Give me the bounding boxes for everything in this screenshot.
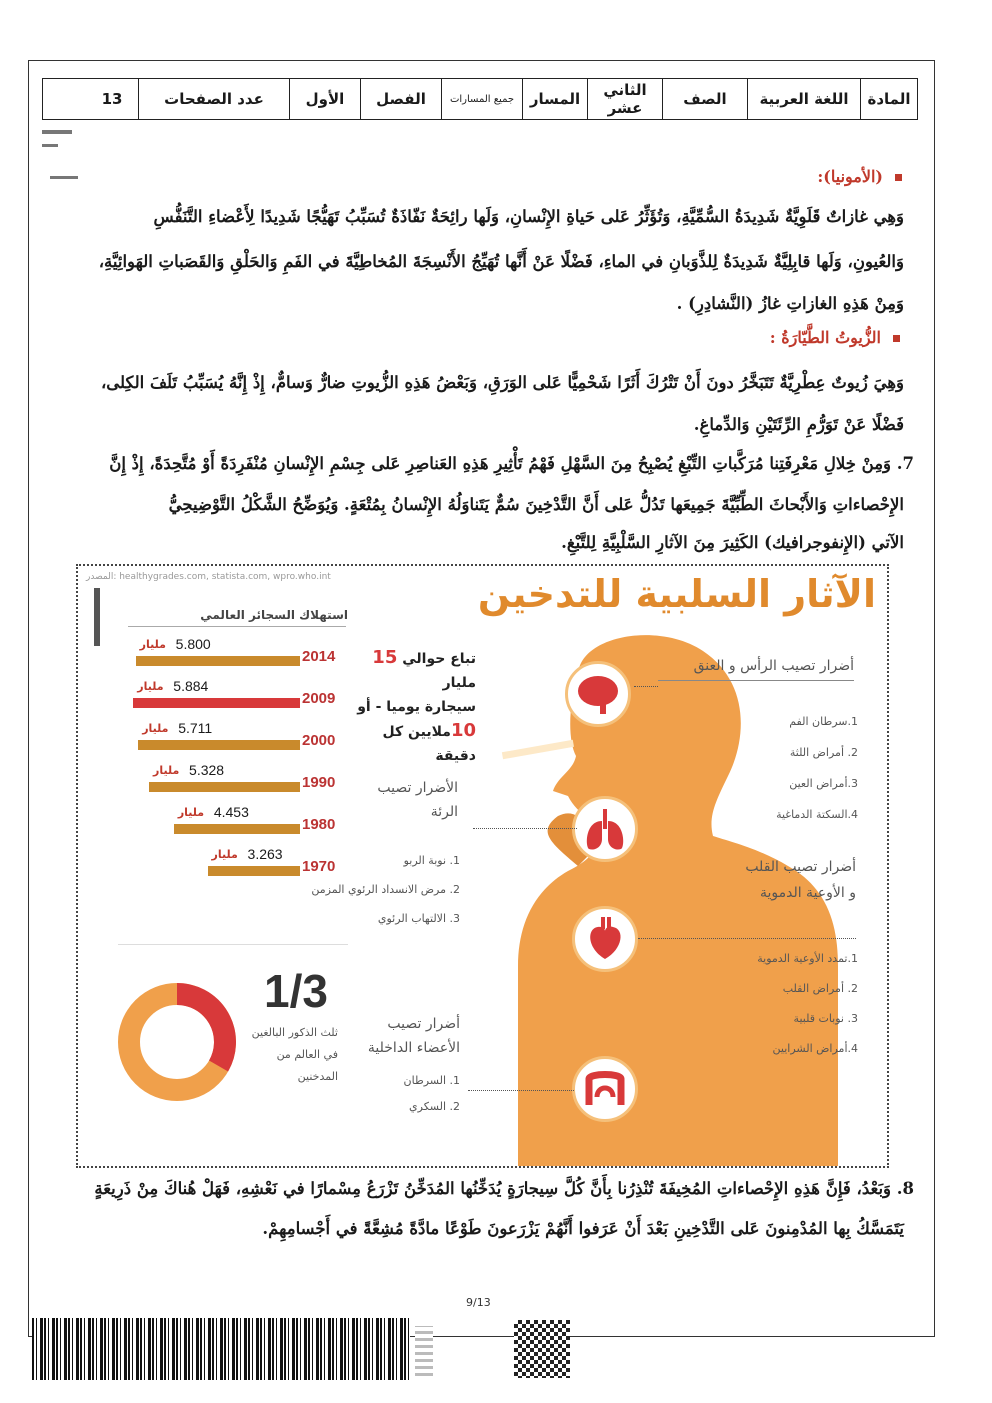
heart-harm-title: أضرار تصيب القلب و الأوعية الدموية [745, 859, 856, 901]
ammonia-heading: (الأمونيا): [817, 167, 902, 186]
header-cell: الصف [662, 79, 747, 119]
q7-line-2: الإِحْصاءاتِ وَالأَبْحاثَ الطِّبِّيَّةَ جَمِيعَها تَدُلُّ عَلى أَنَّ التَّدْخِينَ سُمٌّ يَتَناوَلُهُ الإِنْسانُ بِمُتْعَةٍ. وَيُوَضِّحُ الشَّكْلُ التَّوْضِيحِيُّ [168, 495, 904, 514]
header-cell: الأول [289, 79, 360, 119]
heart-pointer [638, 938, 856, 939]
consumption-title: استهلاك السجائر العالمي [200, 608, 348, 622]
internal-harm-list [348, 1068, 460, 1120]
bar-value-label: 3.263 [247, 846, 283, 862]
smokers-donut-chart [118, 974, 236, 1110]
internal-harm-title: أضرار تصيب الأعضاء الداخلية [367, 1016, 460, 1056]
bar-2009 [133, 698, 300, 708]
qr-code [514, 1320, 570, 1378]
source-note: المصدر: healthygrades.com, statista.com, wpro.who.int [86, 572, 331, 582]
header-cell: المسار [522, 79, 587, 119]
bar-value-label: 5.800 [175, 636, 211, 652]
harm-list-item: 3. نوبات قلبية [793, 1012, 858, 1025]
ammonia-line-3: وَمِنْ هَذِهِ الغازاتِ غازُ (النَّشادِرِ) . [676, 294, 904, 313]
divider [118, 944, 348, 945]
header-cell: الثاني عشر [587, 79, 662, 119]
bar-value-label: 5.711 [178, 720, 213, 736]
lungs-icon-circle [572, 796, 638, 862]
barcode [32, 1318, 410, 1380]
harm-list-item: 1.سرطان الفم [789, 715, 858, 728]
intestine-icon [575, 1059, 635, 1119]
brain-icon [568, 664, 628, 724]
harm-list-item: 2. السكري [409, 1100, 460, 1113]
header-cell: المادة [860, 79, 917, 119]
bar-year-label: 1970 [302, 858, 336, 875]
q8-line-1: 8. وَبَعْدُ، فَإِنَّ هَذِهِ الإِحْصاءاتِ المُخِيفَةَ تُنْذِرُنا بِأَنَّ كُلَّ سِيجارَةٍ يُدَخِّنُها المُدَخِّنُ تَزْرَعُ مِسْمارًا في نَعْشِهِ، فَهَلْ هُناكَ مِنْ ذَرِيعَةٍ [94, 1179, 914, 1198]
harm-list-item: 1. السرطان [403, 1074, 460, 1087]
page-number: 9/13 [466, 1296, 491, 1309]
head-pointer [634, 686, 658, 687]
intestine-icon-circle [572, 1056, 638, 1122]
bar-1990 [149, 782, 300, 792]
header-cell: عدد الصفحات [138, 79, 289, 119]
bar-value-label: 4.453 [213, 804, 249, 820]
header-cell: اللغة العربية [747, 79, 860, 119]
harm-list-item: 3.أمراض العين [789, 777, 858, 790]
q8-line-2: يَتَمَسَّكُ بِها المُدْمِنونَ عَلى التَّدْخِينِ بَعْدَ أَنْ عَرَفوا أَنَّهُمْ يَزْرَعونَ طَوْعًا مادَّةً مُشِعَّةً في أَجْسامِهِمْ. [262, 1219, 904, 1238]
bar-2000 [138, 740, 300, 750]
heart-icon-circle [572, 906, 638, 972]
harm-list-item: 2. مرض الانسداد الرئوي المزمن [311, 883, 460, 896]
header-table [42, 78, 918, 120]
daily-sales-stat [346, 646, 476, 768]
daily-sales-line-1: تباع حوالي 15 مليار [372, 647, 476, 691]
bar-value-label: 5.884 [173, 678, 209, 694]
scan-noise [415, 1326, 433, 1376]
bar-unit-label: مليار [153, 764, 180, 777]
scan-mark [42, 144, 58, 147]
head-harm-title: أضرار تصيب الرأس و العنق [658, 658, 854, 681]
bar-1970 [208, 866, 300, 876]
heart-harm-list [708, 944, 858, 1064]
harm-list-item: 1.تمدد الأوعية الدموية [757, 952, 858, 965]
ammonia-line-2: وَالعُيونِ، وَلَها قابِلِيَّةٌ شَدِيدَةٌ لِلذَّوَبانِ في الماءِ، فَضْلًا عَنْ أَنَّها تُهَيِّجُ الأَنْسِجَةَ المُخاطِيَّةَ في الفَمِ وَالحَلْقِ وَالقَصَباتِ الهَوائِيَّةِ، [98, 252, 904, 271]
bar-value-label: 5.328 [189, 762, 225, 778]
harm-list-item: 3. الالتهاب الرئوي [377, 912, 460, 925]
harm-list-item: 4.السكتة الدماغية [776, 808, 858, 821]
q7-line-1: 7. وَمِنْ خِلالِ مَعْرِفَتِنا مُرَكَّباتِ التِّبْغِ يُصْبِحُ مِنَ السَّهْلِ فَهْمُ تَأْثِيرِ هَذِهِ العَناصِرِ عَلى جِسْمِ الإِنْسانِ مُنْفَرِدَةً أَوْ مُتَّحِدَةً، إِذْ إِنَّ [109, 454, 914, 473]
fraction-description: ثلث الذكور البالغين في العالم من المدخنين [251, 1026, 338, 1083]
oils-heading: الزُّيوتُ الطَّيّارَةُ : [770, 328, 900, 347]
internal-pointer [468, 1090, 574, 1091]
header-cell: 13 [101, 90, 123, 108]
bar-unit-label: مليار [137, 680, 164, 693]
bullet-icon [895, 174, 902, 181]
bar-unit-label: مليار [211, 848, 238, 861]
heart-icon [575, 909, 635, 969]
header-cell: جميع المسارات [441, 79, 522, 119]
cigarette [502, 740, 574, 759]
fraction-value: 1/3 [264, 965, 328, 1017]
lung-pointer [473, 828, 577, 829]
donut-slice [177, 994, 225, 1066]
consumption-bar-chart [78, 630, 348, 900]
harm-list-item: 1. نوبة الربو [403, 854, 460, 867]
harm-list-item: 2. أمراض اللثة [789, 746, 858, 759]
harm-list-item: 2. أمراض القلب [782, 982, 858, 995]
brain-icon-circle [565, 661, 631, 727]
head-harm-list [738, 706, 858, 830]
bullet-icon [893, 335, 900, 342]
header-cell: الفصل [360, 79, 441, 119]
bar-year-label: 1980 [302, 816, 336, 833]
ammonia-line-1: وَهِي غازاتٌ قَلَوِيَّةٌ شَدِيدَةُ السُّمِّيَّةِ، وَتُؤَثِّرُ عَلى حَياةِ الإِنْسانِ، وَلَها رائِحَةٌ نَفّاذَةٌ تُسَبِّبُ تَهَيُّجًا شَدِيدًا لِأَعْضاءِ التَّنَفُّسِ [153, 207, 904, 226]
bar-year-label: 1990 [302, 774, 336, 791]
infographic-title: الآثار السلبية للتدخين [477, 572, 876, 616]
bar-unit-label: مليار [177, 806, 205, 819]
bar-unit-label: مليار [139, 638, 166, 651]
oils-line-2: فَضْلًا عَنْ تَوَرُّمِ الرِّئَتَيْنِ وَالدِّماغِ. [693, 415, 904, 434]
bar-year-label: 2000 [302, 732, 336, 749]
harm-list-item: 4.أمراض الشرايين [772, 1042, 858, 1055]
bar-year-label: 2009 [302, 690, 336, 707]
oils-line-1: وَهِيَ زُيوتٌ عِطْرِيَّةٌ تَتَبَخَّرُ دونَ أَنْ تَتْرُكَ أَثَرًا شَحْمِيًّا عَلى الوَرَقِ، وَبَعْضُ هَذِهِ الزُّيوتِ ضارٌّ وَسامٌّ، إِذْ إِنَّهُ يُسَبِّبُ تَلَفَ الكِلى، [100, 373, 904, 392]
scan-mark [50, 176, 78, 179]
lung-harm-title: الأضرار تصيب الرئة [377, 780, 458, 820]
q7-line-3: الآتي (الإِنفوجرافيك) الكَثِيرَ مِنَ الآثارِ السَّلْبِيَّةِ لِلتَّبْغِ. [561, 533, 904, 552]
scan-mark [42, 130, 72, 134]
bar-unit-label: مليار [142, 722, 169, 735]
bar-2014 [136, 656, 300, 666]
bar-1980 [174, 824, 300, 834]
daily-sales-line-3: 10ملايين كل دقيقة [382, 720, 476, 764]
smoking-infographic [76, 564, 889, 1168]
lungs-icon [575, 799, 635, 859]
divider [128, 626, 346, 627]
daily-sales-line-2: سيجارة يوميا - أو [357, 699, 476, 715]
bar-year-label: 2014 [302, 648, 336, 665]
